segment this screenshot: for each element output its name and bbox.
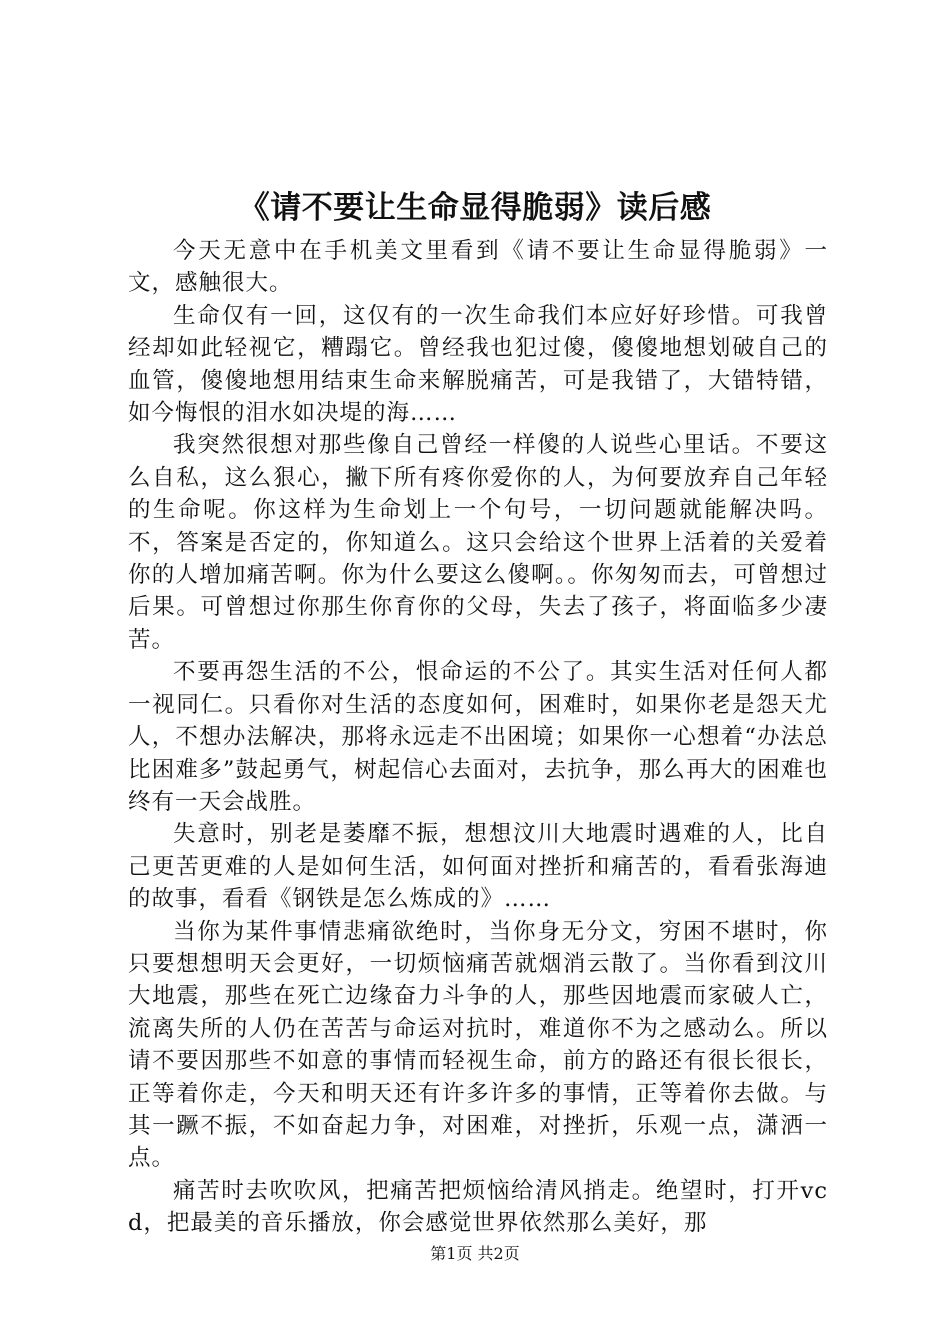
document-body — [128, 235, 828, 1240]
paragraph: 我突然很想对那些像自己曾经一样傻的人说些心里话。不要这么自私，这么狠心，撇下所有疼你爱你的人，为何要放弃自己年轻的生命呢。你这样为生命划上一个句号，一切问题就能解决吗。不，答案是否定的，你知道么。这只会给这个世界上活着的关爱着你的人增加痛苦啊。你为什么要这么傻啊。。你匆匆而去，可曾想过后果。可曾想过你那生你育你的父母，失去了孩子，将面临多少凄苦。 — [128, 432, 828, 653]
paragraph: 失意时，别老是萎靡不振，想想汶川大地震时遇难的人，比自己更苦更难的人是如何生活，如何面对挫折和痛苦的，看看张海迪的故事，看看《钢铁是怎么炼成的》…… — [128, 821, 828, 913]
paragraph: 痛苦时去吹吹风，把痛苦把烦恼给清风捎走。绝望时，打开vcd，把最美的音乐播放，你会感觉世界依然那么美好，那 — [128, 1177, 828, 1237]
paragraph: 当你为某件事情悲痛欲绝时，当你身无分文，穷困不堪时，你只要想想明天会更好，一切烦恼痛苦就烟消云散了。当你看到汶川大地震，那些在死亡边缘奋力斗争的人，那些因地震而家破人亡，流离失所的人仍在苦苦与命运对抗时，难道你不为之感动么。所以请不要因那些不如意的事情而轻视生命，前方的路还有很长很长，正等着你走，今天和明天还有许多许多的事情，正等着你去做。与其一蹶不振，不如奋起力争，对困难，对挫折，乐观一点，潇洒一点。 — [128, 918, 828, 1172]
paragraph: 不要再怨生活的不公，恨命运的不公了。其实生活对任何人都一视同仁。只看你对生活的态度如何，困难时，如果你老是怨天尤人，不想办法解决，那将永远走不出困境；如果你一心想着“办法总比困难多”鼓起勇气，树起信心去面对，去抗争，那么再大的困难也终有一天会战胜。 — [128, 659, 828, 815]
page-number-footer: 第1页 共2页 — [430, 1244, 520, 1263]
paragraph: 今天无意中在手机美文里看到《请不要让生命显得脆弱》一文，感触很大。 — [128, 238, 828, 297]
paragraph: 生命仅有一回，这仅有的一次生命我们本应好好珍惜。可我曾经却如此轻视它，糟蹋它。曾经我也犯过傻，傻傻地想划破自己的血管，傻傻地想用结束生命来解脱痛苦，可是我错了，大错特错，如今悔恨的泪水如决堤的海…… — [128, 302, 828, 427]
document-title: 《请不要让生命显得脆弱》读后感 — [238, 190, 712, 226]
